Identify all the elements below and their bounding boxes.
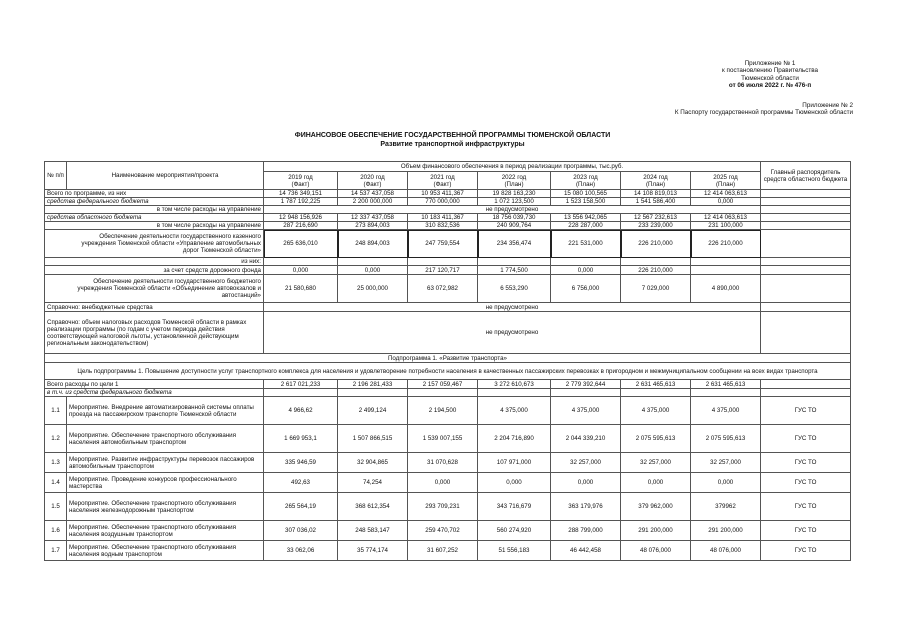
col-owner-header: Главный распорядитель средств областного бюджета bbox=[761, 162, 851, 190]
cell-value: 2 779 392,644 bbox=[551, 380, 621, 389]
cell-value: 4 375,000 bbox=[621, 397, 691, 425]
row-num: 1.3 bbox=[45, 453, 67, 473]
cell-value: 343 716,679 bbox=[478, 493, 551, 521]
cell-value: 2 196 281,433 bbox=[338, 380, 408, 389]
cell-value: 48 076,000 bbox=[621, 541, 691, 561]
cell-value: 2 157 059,467 bbox=[408, 380, 478, 389]
cell-value bbox=[264, 258, 338, 266]
cell-owner: ГУС ТО bbox=[761, 453, 851, 473]
cell-value: 293 709,231 bbox=[408, 493, 478, 521]
cell-value: 32 904,865 bbox=[338, 453, 408, 473]
cell-value: 14 736 349,151 bbox=[264, 190, 338, 198]
cell-value: 0,000 bbox=[408, 473, 478, 493]
row-label: в том числе расходы на управление bbox=[45, 222, 264, 230]
row-label: в т.ч. из средств федерального бюджета bbox=[45, 389, 264, 397]
cell-value: 12 567 232,613 bbox=[621, 214, 691, 222]
cell-value: 0,000 bbox=[338, 266, 408, 275]
cell-value: 2 499,124 bbox=[338, 397, 408, 425]
cell-value bbox=[691, 389, 761, 397]
cell-value: 273 894,003 bbox=[338, 222, 408, 230]
cell-value: 2 631 465,613 bbox=[691, 380, 761, 389]
cell-value: 233 239,000 bbox=[621, 222, 691, 230]
cell-value: 492,63 bbox=[264, 473, 338, 493]
row-label: средства федерального бюджета bbox=[45, 198, 264, 206]
cell-value: 2 075 595,613 bbox=[691, 425, 761, 453]
cell-value: 1 072 123,500 bbox=[478, 198, 551, 206]
cell-value: 63 072,982 bbox=[408, 275, 478, 303]
row-label: средства областного бюджета bbox=[45, 214, 264, 222]
cell-owner bbox=[761, 198, 851, 206]
cell-value bbox=[478, 389, 551, 397]
cell-value: 0,000 bbox=[691, 473, 761, 493]
cell-value: 770 000,000 bbox=[408, 198, 478, 206]
header-appendix-2 bbox=[675, 102, 853, 117]
cell-value: 18 756 039,730 bbox=[478, 214, 551, 222]
row-label: Мероприятие. Проведение конкурсов профессионального мастерства bbox=[67, 473, 264, 493]
year-header: 2024 год (План) bbox=[621, 172, 691, 190]
cell-value: 21 580,680 bbox=[264, 275, 338, 303]
row-num: 1.6 bbox=[45, 521, 67, 541]
cell-value: 307 036,02 bbox=[264, 521, 338, 541]
cell-merged: не предусмотрено bbox=[264, 303, 761, 312]
header-appendix-1 bbox=[722, 60, 818, 90]
cell-value: 32 257,000 bbox=[621, 453, 691, 473]
cell-owner bbox=[761, 206, 851, 214]
cell-value: 288 799,000 bbox=[551, 521, 621, 541]
cell-owner bbox=[761, 230, 851, 258]
cell-value: 368 612,354 bbox=[338, 493, 408, 521]
cell-value: 1 523 158,500 bbox=[551, 198, 621, 206]
cell-value: 2 204 716,890 bbox=[478, 425, 551, 453]
cell-value: 1 787 192,225 bbox=[264, 198, 338, 206]
cell-value: 12 414 063,613 bbox=[691, 214, 761, 222]
goal-title: Цель подпрограммы 1. Повышение доступности услуг транспортного комплекса для населения и удовлетворение потребности населения в качественных пассажирских перевозках в пригородном и межмуниципальном сообщении на всех видах транспорта bbox=[45, 363, 851, 380]
cell-owner: ГУС ТО bbox=[761, 397, 851, 425]
row-label: в том числе расходы на управление bbox=[45, 206, 264, 214]
subprogram-title: Подпрограмма 1. «Развитие транспорта» bbox=[45, 354, 851, 363]
row-label: Мероприятие. Внедрение автоматизированной системы оплаты проезда на пассажирском транспорте Тюменской области bbox=[67, 397, 264, 425]
cell-value: 4 890,000 bbox=[691, 275, 761, 303]
table-row bbox=[45, 473, 851, 493]
cell-value: 379962 bbox=[691, 493, 761, 521]
header1-line2: к постановлению Правительства bbox=[722, 67, 818, 75]
cell-value: 226 210,000 bbox=[691, 230, 761, 258]
cell-value: 2 194,500 bbox=[408, 397, 478, 425]
col-num-header: № п/п bbox=[45, 162, 67, 190]
cell-value: 291 200,000 bbox=[621, 521, 691, 541]
header1-line4: от 06 июля 2022 г. № 476-п bbox=[728, 82, 812, 90]
cell-value bbox=[338, 258, 408, 266]
document-title: ФИНАНСОВОЕ ОБЕСПЕЧЕНИЕ ГОСУДАРСТВЕННОЙ ПРОГРАММЫ ТЮМЕНСКОЙ ОБЛАСТИ bbox=[294, 132, 611, 139]
cell-value: 2 631 465,613 bbox=[621, 380, 691, 389]
header1-line1: Приложение № 1 bbox=[744, 60, 796, 67]
cell-value: 2 200 000,000 bbox=[338, 198, 408, 206]
cell-value: 0,000 bbox=[264, 266, 338, 275]
cell-value: 51 556,183 bbox=[478, 541, 551, 561]
cell-value: 226 210,000 bbox=[621, 230, 691, 258]
year-header: 2021 год (Факт) bbox=[408, 172, 478, 190]
cell-value: 31 607,252 bbox=[408, 541, 478, 561]
year-header: 2025 год (План) bbox=[691, 172, 761, 190]
cell-value: 12 414 063,613 bbox=[691, 190, 761, 198]
cell-value: 1 539 007,155 bbox=[408, 425, 478, 453]
row-num: 1.1 bbox=[45, 397, 67, 425]
cell-owner: ГУС ТО bbox=[761, 493, 851, 521]
cell-value bbox=[408, 389, 478, 397]
table-row bbox=[45, 312, 851, 354]
cell-owner bbox=[761, 312, 851, 354]
table-row bbox=[45, 425, 851, 453]
cell-value: 15 080 100,565 bbox=[551, 190, 621, 198]
header2-line1: Приложение № 2 bbox=[802, 102, 853, 109]
cell-value bbox=[408, 258, 478, 266]
cell-value: 363 179,976 bbox=[551, 493, 621, 521]
cell-value: 240 909,764 bbox=[478, 222, 551, 230]
row-num: 1.5 bbox=[45, 493, 67, 521]
cell-value bbox=[338, 389, 408, 397]
row-label: Мероприятие. Обеспечение транспортного обслуживания населения водным транспортом bbox=[67, 541, 264, 561]
header1-line3: Тюменской области bbox=[741, 74, 799, 82]
table-row bbox=[45, 453, 851, 473]
row-num: 1.4 bbox=[45, 473, 67, 493]
table-row bbox=[45, 397, 851, 425]
cell-value: 4 375,000 bbox=[551, 397, 621, 425]
year-header: 2022 год (План) bbox=[478, 172, 551, 190]
cell-value: 226 210,000 bbox=[621, 266, 691, 275]
cell-value: 33 062,06 bbox=[264, 541, 338, 561]
cell-value: 0,000 bbox=[551, 266, 621, 275]
cell-value: 19 828 163,230 bbox=[478, 190, 551, 198]
cell-value: 310 832,536 bbox=[408, 222, 478, 230]
table-row bbox=[45, 214, 851, 222]
row-label: Мероприятие. Обеспечение транспортного обслуживания населения железнодорожным транспортом bbox=[67, 493, 264, 521]
cell-merged: не предусмотрено bbox=[264, 312, 761, 354]
row-num: 1.2 bbox=[45, 425, 67, 453]
table-row bbox=[45, 380, 851, 389]
table-row bbox=[45, 493, 851, 521]
row-label: Мероприятие. Обеспечение транспортного обслуживания населения воздушным транспортом bbox=[67, 521, 264, 541]
cell-value bbox=[264, 389, 338, 397]
table-row bbox=[45, 230, 851, 258]
cell-owner bbox=[761, 214, 851, 222]
cell-value: 13 556 942,065 bbox=[551, 214, 621, 222]
cell-value: 265 636,010 bbox=[264, 230, 338, 258]
cell-value: 228 287,000 bbox=[551, 222, 621, 230]
cell-value: 560 274,920 bbox=[478, 521, 551, 541]
cell-value bbox=[551, 389, 621, 397]
cell-owner: ГУС ТО bbox=[761, 541, 851, 561]
cell-value: 14 108 819,013 bbox=[621, 190, 691, 198]
table-row bbox=[45, 222, 851, 230]
cell-merged: не предусмотрено bbox=[264, 206, 761, 214]
cell-value: 4 375,000 bbox=[478, 397, 551, 425]
cell-value: 248 583,147 bbox=[338, 521, 408, 541]
financing-table bbox=[44, 161, 851, 561]
goal-row bbox=[45, 363, 851, 380]
cell-value: 12 948 156,926 bbox=[264, 214, 338, 222]
cell-value: 1 541 586,400 bbox=[621, 198, 691, 206]
cell-value: 48 076,000 bbox=[691, 541, 761, 561]
cell-value: 35 774,174 bbox=[338, 541, 408, 561]
row-num: 1.7 bbox=[45, 541, 67, 561]
cell-value: 1 774,500 bbox=[478, 266, 551, 275]
subprogram-row bbox=[45, 354, 851, 363]
row-label: Мероприятие. Обеспечение транспортного обслуживания населения автомобильным транспортом bbox=[67, 425, 264, 453]
table-row bbox=[45, 389, 851, 397]
cell-value bbox=[621, 389, 691, 397]
row-label: Справочно: объем налоговых расходов Тюменской области в рамках реализации программы (по годам с учетом периода действия соответствующей налоговой льготы, установленной действующим региональным законодательством) bbox=[45, 312, 264, 354]
cell-owner bbox=[761, 275, 851, 303]
col-name-header: Наименование мероприятия/проекта bbox=[67, 162, 264, 190]
row-label: из них: bbox=[45, 258, 264, 266]
table-row bbox=[45, 266, 851, 275]
cell-owner: ГУС ТО bbox=[761, 473, 851, 493]
document-subtitle: Развитие транспортной инфраструктуры bbox=[380, 141, 525, 148]
cell-owner bbox=[761, 380, 851, 389]
cell-value: 4 966,62 bbox=[264, 397, 338, 425]
row-label: Всего по программе, из них bbox=[45, 190, 264, 198]
cell-value: 265 564,19 bbox=[264, 493, 338, 521]
cell-value: 0,000 bbox=[478, 473, 551, 493]
cell-value bbox=[691, 266, 761, 275]
cell-value: 6 756,000 bbox=[551, 275, 621, 303]
cell-value bbox=[478, 258, 551, 266]
row-label: Обеспечение деятельности государственного казенного учреждения Тюменской области «Управление автомобильных дорог Тюменской области» bbox=[45, 230, 264, 258]
cell-owner bbox=[761, 303, 851, 312]
table-row bbox=[45, 258, 851, 266]
cell-value: 2 075 595,613 bbox=[621, 425, 691, 453]
cell-value: 31 070,628 bbox=[408, 453, 478, 473]
cell-value: 7 029,000 bbox=[621, 275, 691, 303]
cell-value: 221 531,000 bbox=[551, 230, 621, 258]
cell-value: 74,254 bbox=[338, 473, 408, 493]
table-row bbox=[45, 206, 851, 214]
cell-owner: ГУС ТО bbox=[761, 521, 851, 541]
cell-value: 2 617 021,233 bbox=[264, 380, 338, 389]
cell-value: 0,000 bbox=[551, 473, 621, 493]
row-label: за счет средств дорожного фонда bbox=[45, 266, 264, 275]
cell-value: 12 337 437,058 bbox=[338, 214, 408, 222]
cell-value: 1 507 866,515 bbox=[338, 425, 408, 453]
header2-line2: К Паспорту государственной программы Тюменской области bbox=[674, 109, 853, 117]
year-header: 2020 год (Факт) bbox=[338, 172, 408, 190]
cell-value: 0,000 bbox=[691, 198, 761, 206]
year-header: 2023 год (План) bbox=[551, 172, 621, 190]
cell-value: 25 000,000 bbox=[338, 275, 408, 303]
cell-value: 217 120,717 bbox=[408, 266, 478, 275]
cell-value: 14 537 437,058 bbox=[338, 190, 408, 198]
table-row bbox=[45, 541, 851, 561]
header-row-1 bbox=[45, 162, 851, 172]
cell-value: 291 200,000 bbox=[691, 521, 761, 541]
row-label: Обеспечение деятельности государственного бюджетного учреждения Тюменской области «Объединение автовокзалов и автостанций» bbox=[45, 275, 264, 303]
cell-value bbox=[691, 258, 761, 266]
col-group-header: Объем финансового обеспечения в период реализации программы, тыс.руб. bbox=[264, 162, 761, 172]
cell-value: 46 442,458 bbox=[551, 541, 621, 561]
cell-owner bbox=[761, 222, 851, 230]
cell-value: 248 894,003 bbox=[338, 230, 408, 258]
cell-owner: ГУС ТО bbox=[761, 425, 851, 453]
table-row bbox=[45, 521, 851, 541]
cell-value: 0,000 bbox=[621, 473, 691, 493]
cell-value: 247 759,554 bbox=[408, 230, 478, 258]
cell-owner bbox=[761, 190, 851, 198]
cell-owner bbox=[761, 266, 851, 275]
row-label: Всего расходы по цели 1 bbox=[45, 380, 264, 389]
cell-value: 335 946,59 bbox=[264, 453, 338, 473]
cell-owner bbox=[761, 258, 851, 266]
cell-value: 1 669 953,1 bbox=[264, 425, 338, 453]
year-header: 2019 год (Факт) bbox=[264, 172, 338, 190]
cell-value: 379 962,000 bbox=[621, 493, 691, 521]
table-row bbox=[45, 198, 851, 206]
cell-value: 107 971,000 bbox=[478, 453, 551, 473]
cell-value: 3 272 610,673 bbox=[478, 380, 551, 389]
cell-value bbox=[621, 258, 691, 266]
cell-value: 32 257,000 bbox=[551, 453, 621, 473]
cell-value: 6 553,290 bbox=[478, 275, 551, 303]
table-row bbox=[45, 275, 851, 303]
cell-value: 259 470,702 bbox=[408, 521, 478, 541]
cell-value: 10 953 411,367 bbox=[408, 190, 478, 198]
cell-value: 2 044 339,210 bbox=[551, 425, 621, 453]
row-label: Мероприятие. Развитие инфраструктуры перевозок пассажиров автомобильным транспортом bbox=[67, 453, 264, 473]
table-row bbox=[45, 190, 851, 198]
cell-owner bbox=[761, 389, 851, 397]
table-row bbox=[45, 303, 851, 312]
cell-value: 231 100,000 bbox=[691, 222, 761, 230]
cell-value: 10 183 411,367 bbox=[408, 214, 478, 222]
row-label: Справочно: внебюджетные средства bbox=[45, 303, 264, 312]
cell-value: 4 375,000 bbox=[691, 397, 761, 425]
cell-value: 234 356,474 bbox=[478, 230, 551, 258]
cell-value bbox=[551, 258, 621, 266]
cell-value: 32 257,000 bbox=[691, 453, 761, 473]
cell-value: 287 216,690 bbox=[264, 222, 338, 230]
